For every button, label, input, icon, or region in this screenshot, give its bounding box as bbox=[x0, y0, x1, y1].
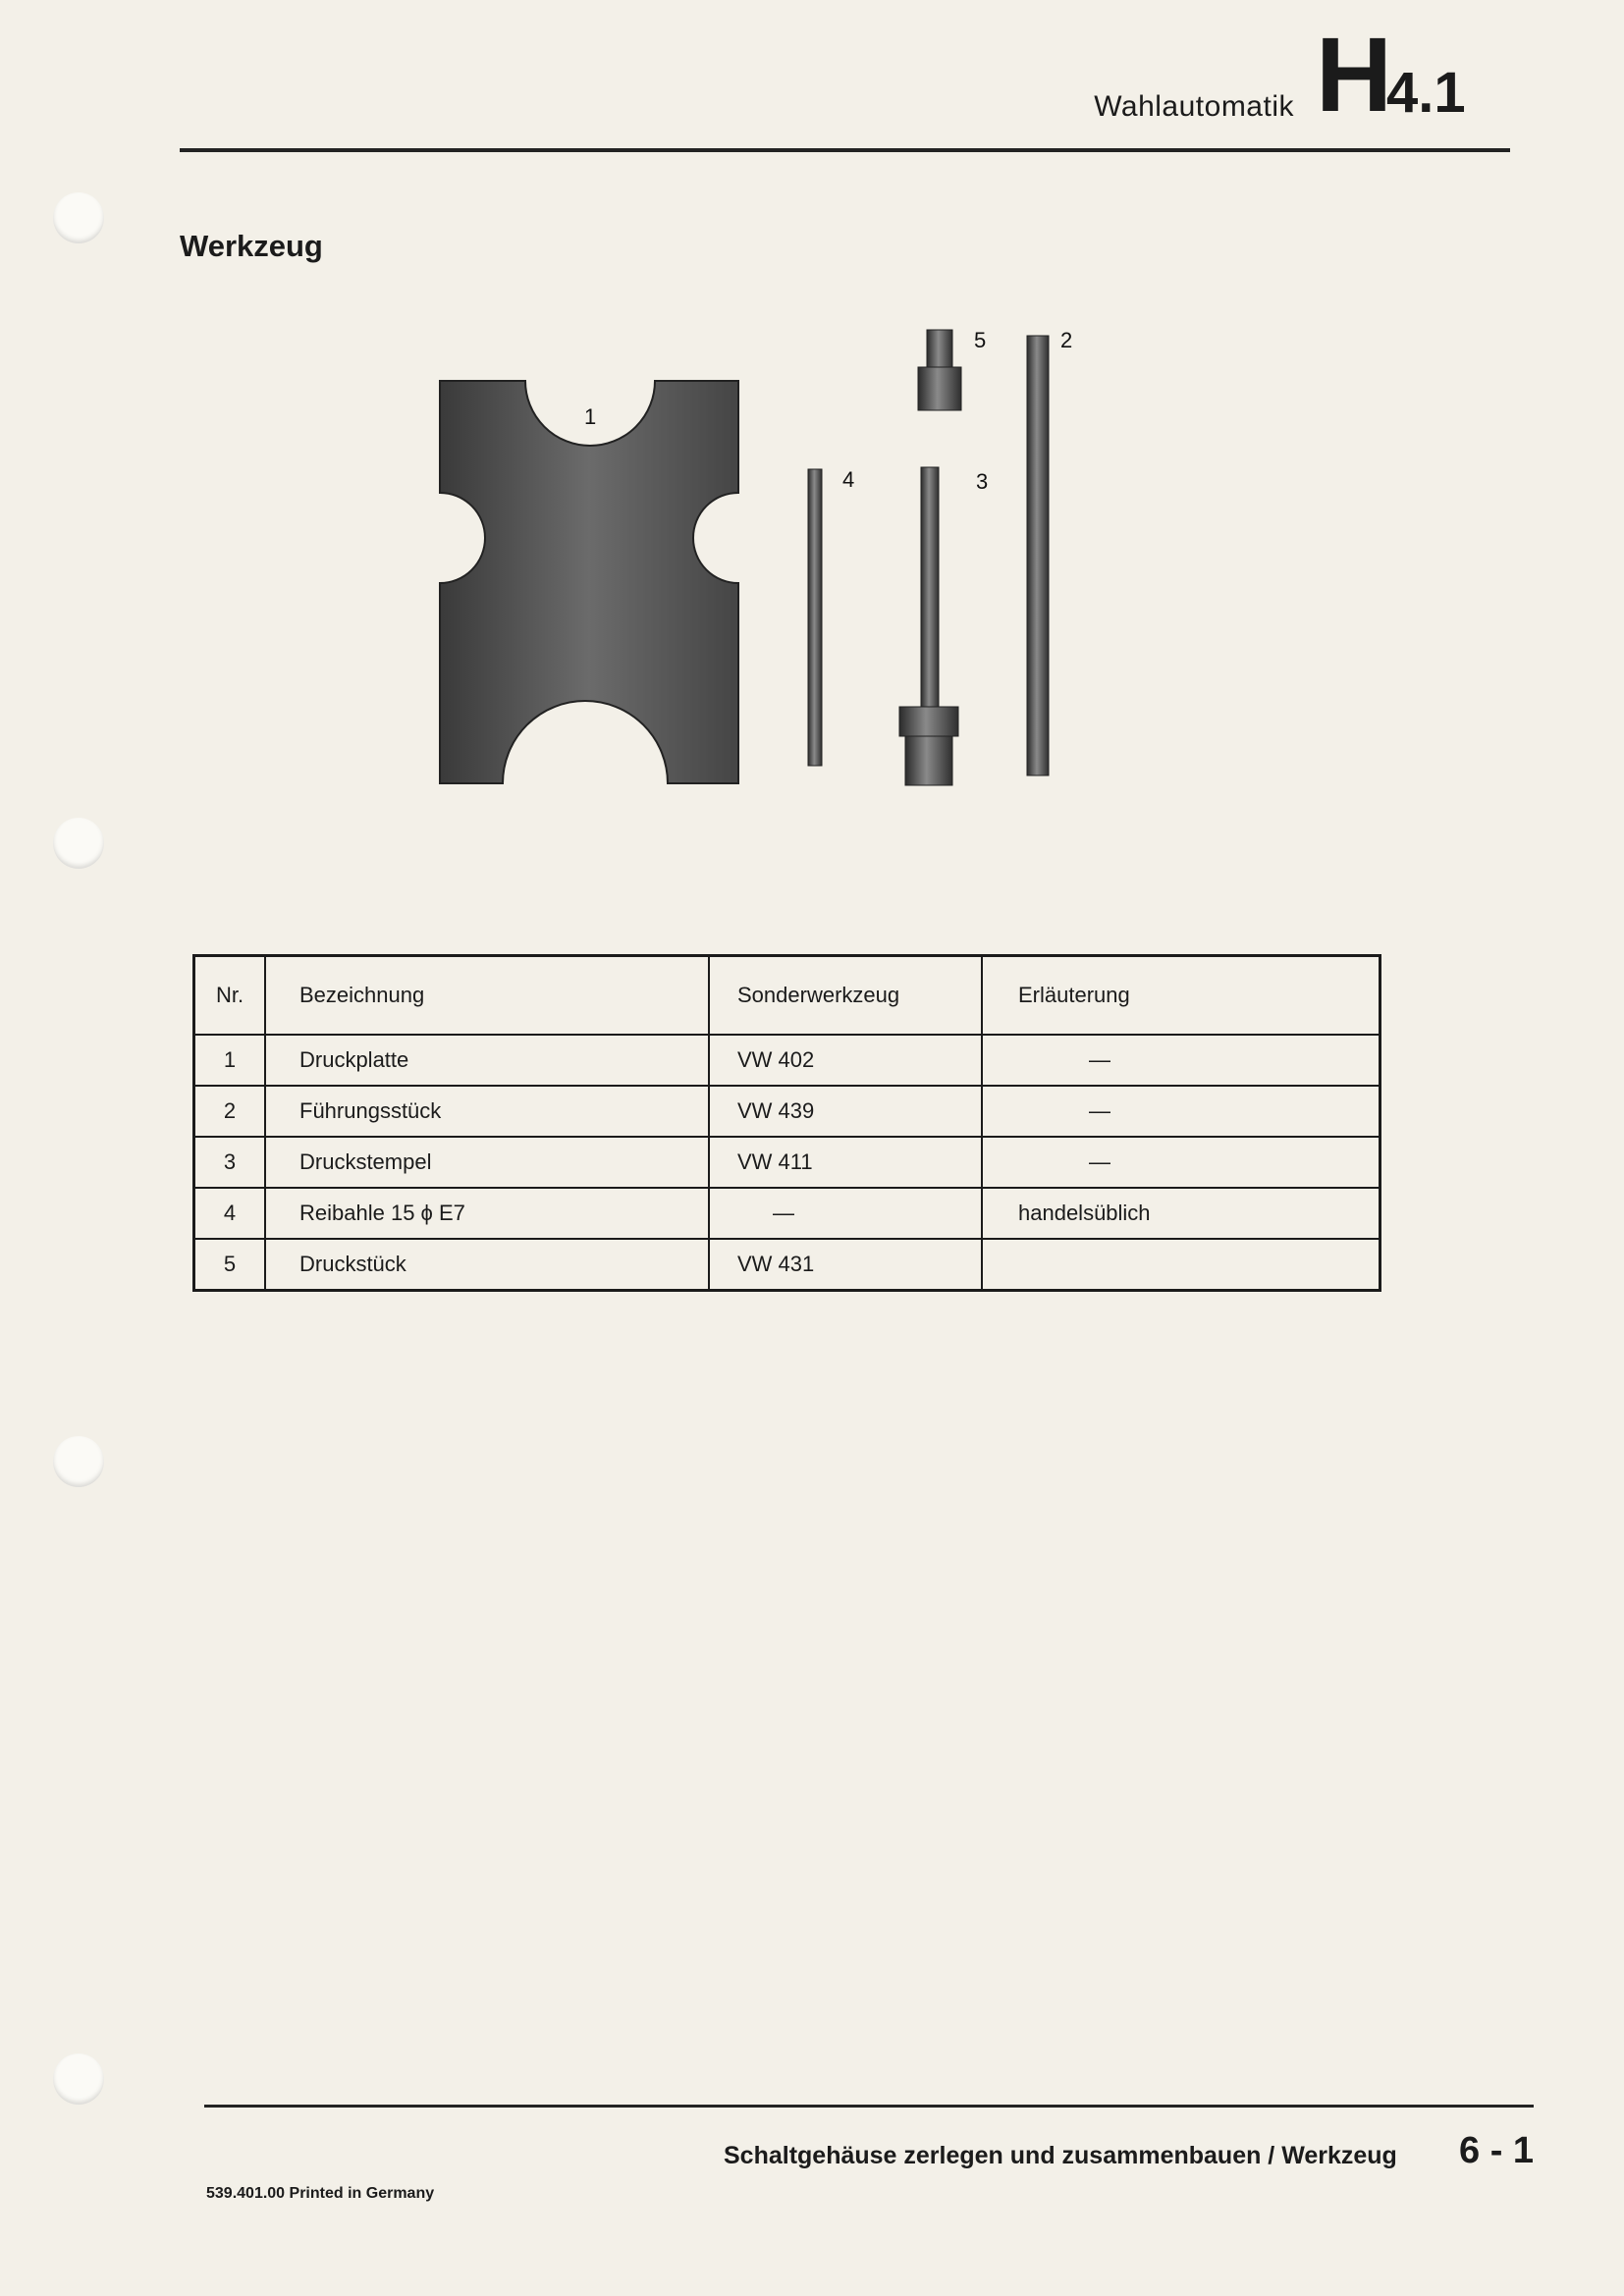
table-row bbox=[194, 1239, 1380, 1291]
col-header-erlaeuterung: Erläuterung bbox=[982, 956, 1380, 1036]
pressure-plate-shape bbox=[440, 381, 738, 783]
cell-sonderwerkzeug: VW 402 bbox=[709, 1035, 982, 1086]
col-header-bezeichnung: Bezeichnung bbox=[265, 956, 709, 1036]
cell-nr: 1 bbox=[194, 1035, 266, 1086]
punch-hole-4 bbox=[53, 2054, 104, 2105]
cell-sonderwerkzeug: VW 439 bbox=[709, 1086, 982, 1137]
cell-bezeichnung: Führungsstück bbox=[265, 1086, 709, 1137]
cell-nr: 4 bbox=[194, 1188, 266, 1239]
cell-sonderwerkzeug: VW 431 bbox=[709, 1239, 982, 1291]
callout-3: 3 bbox=[976, 469, 989, 494]
header-rule bbox=[180, 148, 1510, 152]
table-row bbox=[194, 1035, 1380, 1086]
table-header-row bbox=[194, 956, 1380, 1036]
reamer-shape bbox=[808, 469, 822, 766]
cell-sonderwerkzeug: VW 411 bbox=[709, 1137, 982, 1188]
cell-erlaeuterung: handelsüblich bbox=[982, 1188, 1380, 1239]
punch-hole-3 bbox=[53, 1436, 104, 1487]
callout-4: 4 bbox=[842, 467, 855, 492]
print-note: 539.401.00 Printed in Germany bbox=[206, 2185, 435, 2202]
cell-sonderwerkzeug: — bbox=[773, 1201, 794, 1225]
callout-2: 2 bbox=[1060, 328, 1073, 352]
table-row bbox=[194, 1137, 1380, 1188]
cell-erlaeuterung: — bbox=[1089, 1149, 1110, 1174]
table-row bbox=[194, 1086, 1380, 1137]
cell-bezeichnung: Druckplatte bbox=[265, 1035, 709, 1086]
header-group-letter: H bbox=[1316, 15, 1392, 133]
header-subject: Wahlautomatik bbox=[1094, 90, 1294, 123]
cell-bezeichnung: Reibahle 15 ϕ E7 bbox=[265, 1188, 709, 1239]
punch-hole-1 bbox=[53, 192, 104, 243]
tool-table bbox=[192, 954, 1381, 1292]
header-group-number: 4.1 bbox=[1386, 61, 1466, 125]
tools-photo bbox=[422, 314, 1159, 844]
section-title: Werkzeug bbox=[180, 229, 323, 263]
cell-nr: 2 bbox=[194, 1086, 266, 1137]
footer-rule bbox=[204, 2105, 1534, 2108]
page-number: 6 - 1 bbox=[1459, 2130, 1535, 2171]
cell-nr: 3 bbox=[194, 1137, 266, 1188]
cell-bezeichnung: Druckstempel bbox=[265, 1137, 709, 1188]
cell-erlaeuterung: — bbox=[1089, 1047, 1110, 1072]
col-header-sonderwerkzeug: Sonderwerkzeug bbox=[709, 956, 982, 1036]
footer-title: Schaltgehäuse zerlegen und zusammenbauen / Werkzeug bbox=[724, 2142, 1397, 2169]
callout-5: 5 bbox=[974, 328, 987, 352]
col-header-nr: Nr. bbox=[194, 956, 266, 1036]
guide-piece-shape bbox=[1027, 336, 1049, 775]
punch-hole-2 bbox=[53, 818, 104, 869]
cell-nr: 5 bbox=[194, 1239, 266, 1291]
table-row bbox=[194, 1188, 1380, 1239]
cell-bezeichnung: Druckstück bbox=[265, 1239, 709, 1291]
pressure-punch-shape bbox=[921, 467, 939, 713]
cell-erlaeuterung bbox=[982, 1239, 1380, 1291]
cell-erlaeuterung: — bbox=[1089, 1098, 1110, 1123]
callout-1: 1 bbox=[584, 404, 597, 429]
